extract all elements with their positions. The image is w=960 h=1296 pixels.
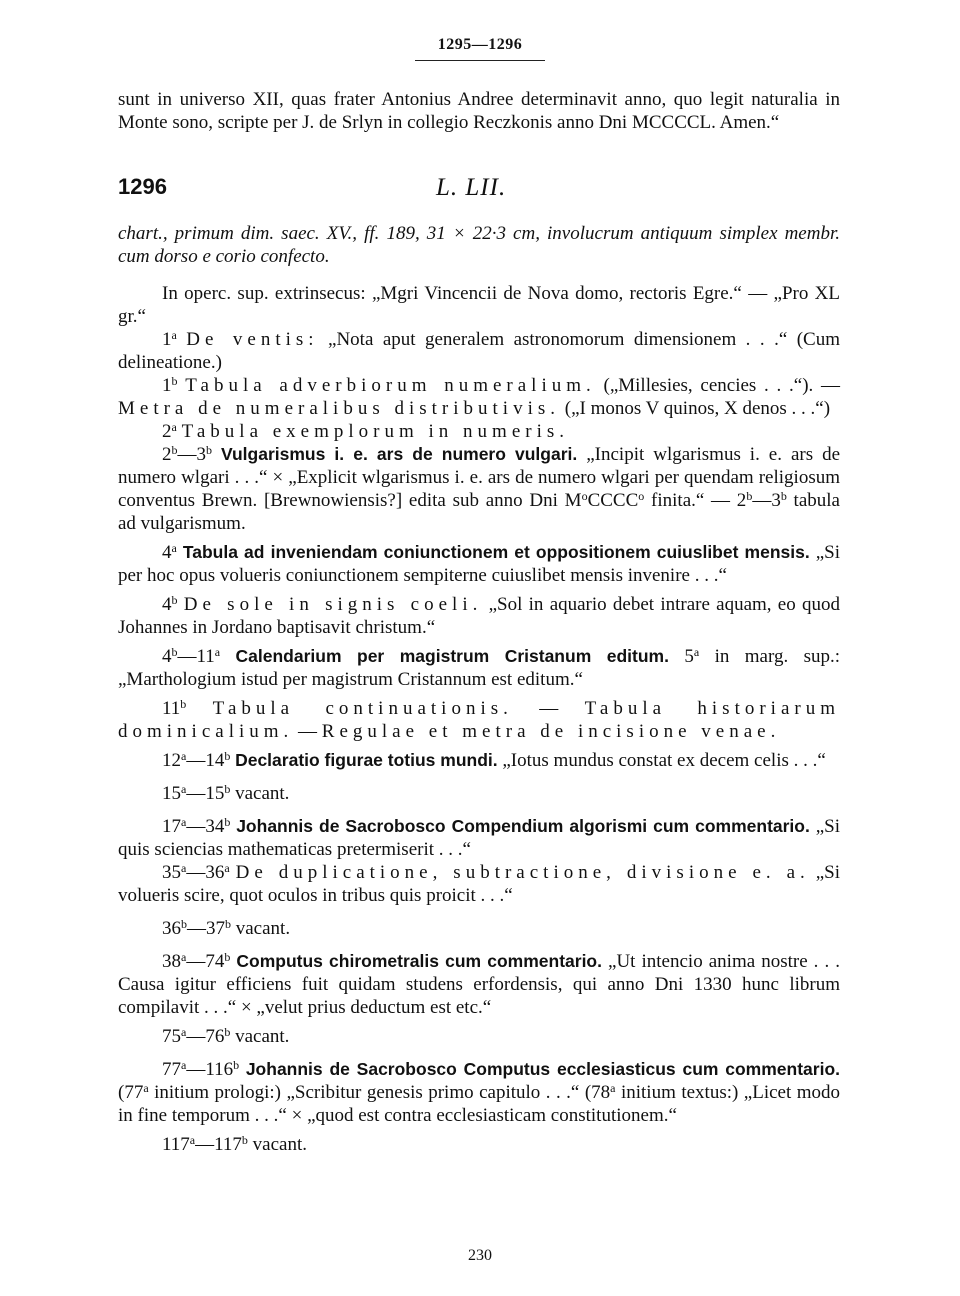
- item-title: Declaratio figurae totius mundi.: [235, 750, 498, 770]
- item-text: (77: [118, 1082, 144, 1103]
- item-title: Tabula ad inveniendam coniunctionem et oppositionem cuiuslibet mensis.: [182, 542, 810, 562]
- catalog-number: 1296: [118, 174, 167, 199]
- item-title: Tabula adverbiorum numeralium.: [185, 375, 596, 396]
- folio-side: b: [780, 489, 787, 503]
- item-calendarium: [118, 645, 840, 691]
- folio-side: b: [171, 374, 178, 388]
- item-de-sole: [118, 593, 840, 639]
- superscript: o: [581, 489, 588, 503]
- item-text: „Incipit wlgarismus i. e. ars de numero wlgari . . .“ × „Explicit wlgarismus i. e. ars de numero wlgari per quendam religiosum conventus Brewn. [Brewnowiensis?] edita sub anno Dni M: [118, 444, 840, 511]
- folio-side: b: [224, 815, 231, 829]
- folio-ref: 75: [162, 1026, 181, 1047]
- item-vulgarismus: [118, 443, 840, 535]
- item-text: tabula ad vulgarismum.: [118, 490, 840, 534]
- item-computus-chirometralis: [118, 950, 840, 1019]
- folio-side: b: [181, 917, 187, 931]
- item-tabula-coniunctionem: [118, 541, 840, 587]
- folio-ref: 4: [162, 646, 172, 667]
- separator: —: [293, 721, 322, 742]
- item-de-duplicatione: [118, 861, 840, 907]
- item-text: 5: [668, 646, 694, 667]
- folio-side: b: [241, 1133, 248, 1147]
- item-vacant-15: [118, 782, 840, 805]
- folio-ref: —116: [186, 1059, 234, 1080]
- item-text: „Si volueris scire, quot oculos in tribus quis proicit . . .“: [118, 862, 841, 906]
- folio-side: a: [171, 420, 177, 434]
- item-title: Calendarium per magistrum Cristanum editum.: [235, 646, 669, 666]
- folio-ref: 117: [162, 1134, 190, 1155]
- folio-side: a: [181, 782, 187, 796]
- folio-ref: 12: [162, 750, 181, 771]
- intro-paragraph: sunt in universo XII, quas frater Antonius Andree determinavit anno, quo legit naturalia in Monte sono, scripte per J. de Srlyn in collegio Reczkonis anno Dni MCCCCL. Amen.“: [118, 89, 840, 133]
- folio-ref: 77: [162, 1059, 181, 1080]
- folio-ref: 4: [162, 594, 172, 615]
- folio-ref: 3: [196, 444, 206, 465]
- item-text: („Millesies, cencies . . .“). —: [595, 375, 841, 396]
- folio-ref: —34: [186, 816, 225, 837]
- catalog-entry-heading: [118, 174, 840, 206]
- item-tabula-exemplorum: [118, 420, 840, 443]
- superscript: o: [638, 489, 645, 503]
- item-title: Computus chirometralis cum commentario.: [236, 951, 602, 971]
- item-text: vacant.: [247, 1134, 307, 1155]
- folio-side: a: [181, 815, 187, 829]
- folio-side: a: [181, 950, 187, 964]
- folio-side: a: [214, 645, 221, 659]
- item-text: „Nota aput generalem astronomorum dimensionem . . .“ (Cum delineatione.): [118, 329, 840, 373]
- folio-ref: 17: [162, 816, 181, 837]
- folio-dash: —: [177, 444, 197, 465]
- folio-ref: —15: [186, 783, 225, 804]
- folio-side: a: [693, 645, 700, 659]
- folio-ref: —11: [177, 646, 215, 667]
- folio-side: b: [746, 489, 753, 503]
- item-title: De duplicatione, subtractione, divisione e. a.: [235, 862, 810, 883]
- folio-ref: —117: [195, 1134, 242, 1155]
- running-header: [0, 36, 960, 61]
- folio-side: b: [224, 749, 231, 763]
- folio-ref: 2: [162, 421, 172, 442]
- folio-ref: 38: [162, 951, 181, 972]
- item-vacant-75: [118, 1025, 840, 1048]
- folio-side: b: [206, 443, 212, 457]
- item-title: Vulgarismus i. e. ars de numero vulgari.: [220, 444, 578, 464]
- folio-side: a: [610, 1081, 616, 1095]
- item-text: initium prologi:) „Scribitur genesis primo capitulo . . .“ (78: [148, 1082, 611, 1103]
- folio-ref: 11: [162, 698, 181, 719]
- separator: —: [512, 698, 585, 719]
- folio-ref: 2: [162, 444, 172, 465]
- folio-side: a: [171, 328, 177, 342]
- folio-side: b: [224, 782, 231, 796]
- cover-note: In operc. sup. extrinsecus: „Mgri Vincencii de Nova domo, rectoris Egre.“ — „Pro XL gr.“: [118, 283, 840, 327]
- item-text: in marg. sup.: „Marthologium istud per magistrum Cristannum est editum.“: [118, 646, 841, 690]
- item-text: „Si per hoc opus volueris coniunctionem sempiterne cuiuslibet mensis invenire . . .“: [118, 542, 841, 586]
- page-number: 230: [468, 1247, 492, 1264]
- item-title: De sole in signis coeli.: [183, 594, 483, 615]
- folio-ref: 15: [162, 783, 181, 804]
- item-text: „Sol in aquario debet intrare aquam, eo quod Johannes in Jordano baptisavit christum.“: [118, 594, 840, 638]
- item-text: „Iotus mundus constat ex decem celis . . .“: [497, 750, 826, 771]
- folio-side: a: [181, 861, 187, 875]
- item-tabula-continuationis: [118, 697, 840, 743]
- item-declaratio: [118, 749, 840, 772]
- header-page-range: 1295—1296: [437, 36, 523, 53]
- folio-ref: —14: [186, 750, 225, 771]
- item-vacant-117: [118, 1133, 840, 1156]
- folio-side: b: [171, 645, 178, 659]
- folio-side: b: [224, 1025, 231, 1039]
- item-title: Tabula continuationis.: [212, 698, 513, 719]
- item-title: Johannis de Sacrobosco Compendium algorismi cum commentario.: [236, 816, 810, 836]
- item-text: vacant.: [230, 783, 290, 804]
- item-tabula-adverbiorum: [118, 374, 840, 420]
- folio-ref: —74: [186, 951, 225, 972]
- folio-ref: —36: [186, 862, 225, 883]
- item-title: Johannis de Sacrobosco Computus ecclesiasticus cum commentario.: [245, 1059, 840, 1079]
- folio-side: a: [181, 1025, 187, 1039]
- folio-ref: 1: [162, 375, 172, 396]
- folio-side: b: [225, 917, 231, 931]
- shelf-signature: L. LII.: [436, 174, 507, 201]
- item-compendium-algorismi: [118, 815, 840, 861]
- folio-side: b: [233, 1058, 240, 1072]
- item-text: vacant.: [231, 918, 291, 939]
- item-vacant-36: [118, 917, 840, 940]
- folio-side: a: [143, 1081, 149, 1095]
- folio-ref: —76: [186, 1026, 225, 1047]
- folio-side: a: [189, 1133, 196, 1147]
- item-text: „Si quis sciencias mathematicas pretermiserit . . .“: [118, 816, 841, 860]
- folio-side: a: [181, 1058, 187, 1072]
- item-de-ventis: [118, 328, 840, 374]
- item-title: Tabula exemplorum in numeris.: [181, 421, 570, 442]
- folio-ref: 4: [162, 542, 172, 563]
- item-text: CCCC: [587, 490, 639, 511]
- item-text: „Ut intencio anima nostre . . . Causa igitur efficiens fuit quidam studens erfordensis, qui anno Dni 1330 hunc librum compilavit . . .“ × „velut prius deductum est etc.“: [118, 951, 840, 1018]
- item-text: finita.“ — 2: [644, 490, 747, 511]
- folio-side: b: [171, 443, 178, 457]
- folio-side: b: [171, 593, 178, 607]
- item-title: De ventis:: [186, 329, 319, 350]
- item-text: vacant.: [230, 1026, 290, 1047]
- folio-ref: —3: [752, 490, 781, 511]
- item-text: („I monos V quinos, X denos . . .“): [560, 398, 831, 419]
- codex-description: chart., primum dim. saec. XV., ff. 189, 31 × 22·3 cm, involucrum antiquum simplex membr. cum dorso e corio confecto.: [118, 223, 840, 267]
- folio-side: b: [180, 697, 187, 711]
- page-body: [118, 88, 840, 1156]
- folio-ref: —37: [187, 918, 225, 939]
- folio-side: a: [181, 749, 187, 763]
- item-title: Metra de numeralibus distributivis.: [118, 398, 561, 419]
- item-title: Tabula historiarum dominicalium.: [118, 698, 840, 742]
- folio-side: b: [224, 950, 231, 964]
- folio-ref: 1: [162, 329, 172, 350]
- header-rule: [415, 60, 545, 61]
- folio-side: a: [171, 541, 177, 555]
- item-title: Regulae et metra de incisione venae.: [321, 721, 781, 742]
- folio-ref: 36: [162, 918, 181, 939]
- folio-ref: 35: [162, 862, 181, 883]
- item-text: initium textus:) „Licet modo in fine temporum . . .“ × „quod est contra ecclesiasticam constitutionem.“: [118, 1082, 840, 1126]
- folio-side: a: [224, 861, 230, 875]
- item-computus-ecclesiasticus: [118, 1058, 840, 1127]
